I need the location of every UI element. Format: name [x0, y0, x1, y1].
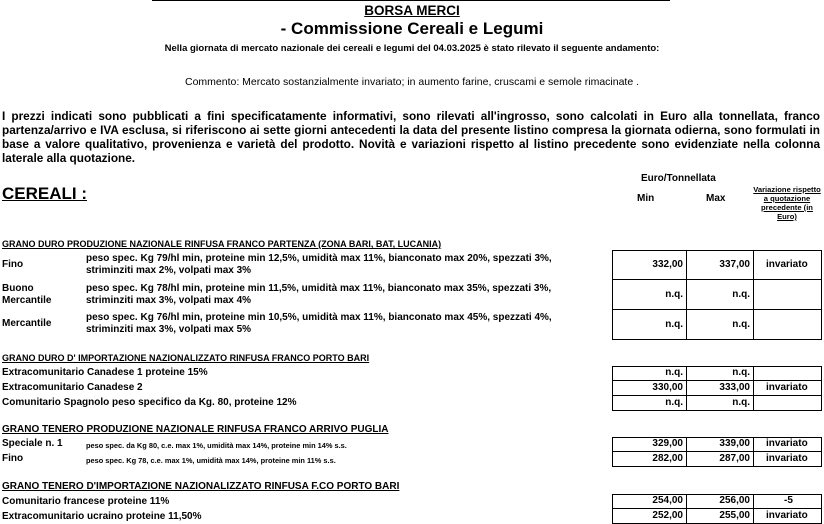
table-cell-max: n.q. — [686, 366, 754, 381]
row-label: Speciale n. 1 — [2, 438, 63, 449]
section-title: CEREALI : — [2, 184, 87, 203]
table-cell-var — [753, 396, 822, 411]
row-label: Extracomunitario Canadese 1 proteine 15% — [2, 367, 208, 378]
row-label: Comunitario Spagnolo peso specifico da Kg. 80, proteine 12% — [2, 397, 297, 408]
table-cell-max: n.q. — [686, 310, 754, 340]
row-desc: peso spec. Kg 78, c.e. max 1%, umidità max 14%, proteine min 11% s.s. — [86, 456, 336, 465]
variation-header: Variazione rispetto a quotazione precedente (in Euro) — [753, 185, 821, 221]
top-rule — [152, 0, 670, 1]
table-cell-max: 339,00 — [686, 437, 754, 452]
group-title: GRANO TENERO PRODUZIONE NAZIONALE RINFUSA FRANCO ARRIVO PUGLIA — [2, 424, 389, 435]
table-cell-max: 287,00 — [686, 452, 754, 467]
row-label: Fino — [2, 453, 24, 464]
table-cell-var: -5 — [753, 494, 822, 509]
table-cell-min: 329,00 — [612, 437, 687, 452]
row-label: Buono Mercantile — [2, 283, 52, 306]
disclaimer-text: I prezzi indicati sono pubblicati a fini specificatamente informativi, sono rilevati all'ingrosso, sono calcolati in Euro alla tonnellata, franco partenza/arrivo e IVA esclusa, si riferiscono ai sette giorni antecedenti la data del presente listino compresa la giornata odierna, sono formulati in base a valore qualitativo, provenienza e varietà del prodotto. Novità e variazioni rispetto al listino precedente sono evidenziate nella colonna laterale alla quotazione. — [2, 109, 820, 165]
comment-text: Commento: Mercato sostanzialmente invariato; in aumento farine, cruscami e semole rimacinate . — [184, 76, 640, 88]
row-desc: peso spec. da Kg 80, c.e. max 1%, umidità max 14%, proteine min 14% s.s. — [86, 441, 347, 450]
table-cell-max: 255,00 — [686, 509, 754, 524]
table-cell-min: 332,00 — [612, 250, 687, 280]
unit-header: Euro/Tonnellata — [641, 173, 716, 184]
table-cell-min: n.q. — [612, 310, 687, 340]
doc-subtitle: - Commissione Cereali e Legumi — [280, 19, 544, 38]
table-cell-var: invariato — [753, 250, 822, 280]
table-cell-max: n.q. — [686, 396, 754, 411]
min-header: Min — [637, 193, 655, 204]
row-desc: peso spec. Kg 79/hl min, proteine min 12,5%, umidità max 11%, bianconato max 20%, spezzati 3%, striminziti max 2%, volpati max 3% — [86, 253, 552, 276]
max-header: Max — [706, 193, 726, 204]
row-label: Fino — [2, 259, 24, 270]
table-cell-var — [753, 310, 822, 340]
table-cell-min: n.q. — [612, 280, 687, 310]
group-title: GRANO DURO PRODUZIONE NAZIONALE RINFUSA FRANCO PARTENZA (ZONA BARI, BAT, LUCANIA) — [2, 239, 442, 249]
table-cell-max: 333,00 — [686, 381, 754, 396]
table-cell-max: 256,00 — [686, 494, 754, 509]
table-cell-var: invariato — [753, 509, 822, 524]
table-cell-var: invariato — [753, 381, 822, 396]
intro-text: Nella giornata di mercato nazionale dei cereali e legumi del 04.03.2025 è stato rilevato il seguente andamento: — [164, 43, 660, 54]
table-cell-min: n.q. — [612, 396, 687, 411]
row-label: Mercantile — [2, 318, 52, 329]
row-desc: peso spec. Kg 76/hl min, proteine min 10,5%, umidità max 11%, bianconato max 45%, spezzati 4%, striminziti max 3%, volpati max 5% — [86, 312, 552, 335]
table-cell-var: invariato — [753, 437, 822, 452]
table-cell-max: 337,00 — [686, 250, 754, 280]
row-label: Extracomunitario Canadese 2 — [2, 382, 143, 393]
table-cell-var — [753, 280, 822, 310]
table-cell-var — [753, 366, 822, 381]
row-label: Comunitario francese proteine 11% — [2, 496, 170, 507]
table-cell-min: 330,00 — [612, 381, 687, 396]
doc-title: BORSA MERCI — [364, 3, 460, 18]
row-desc: peso spec. Kg 78/hl min, proteine min 11,5%, umidità max 11%, bianconato max 35%, spezzati 3%, striminziti max 3%, volpati max 4% — [86, 283, 552, 306]
table-cell-min: 282,00 — [612, 452, 687, 467]
table-cell-min: 252,00 — [612, 509, 687, 524]
group-title: GRANO TENERO D'IMPORTAZIONE NAZIONALIZZATO RINFUSA F.CO PORTO BARI — [2, 481, 400, 492]
table-cell-min: 254,00 — [612, 494, 687, 509]
table-cell-var: invariato — [753, 452, 822, 467]
table-cell-max: n.q. — [686, 280, 754, 310]
row-label: Extracomunitario ucraino proteine 11,50% — [2, 511, 202, 522]
table-cell-min: n.q. — [612, 366, 687, 381]
group-title: GRANO DURO D' IMPORTAZIONE NAZIONALIZZATO RINFUSA FRANCO PORTO BARI — [2, 353, 370, 363]
